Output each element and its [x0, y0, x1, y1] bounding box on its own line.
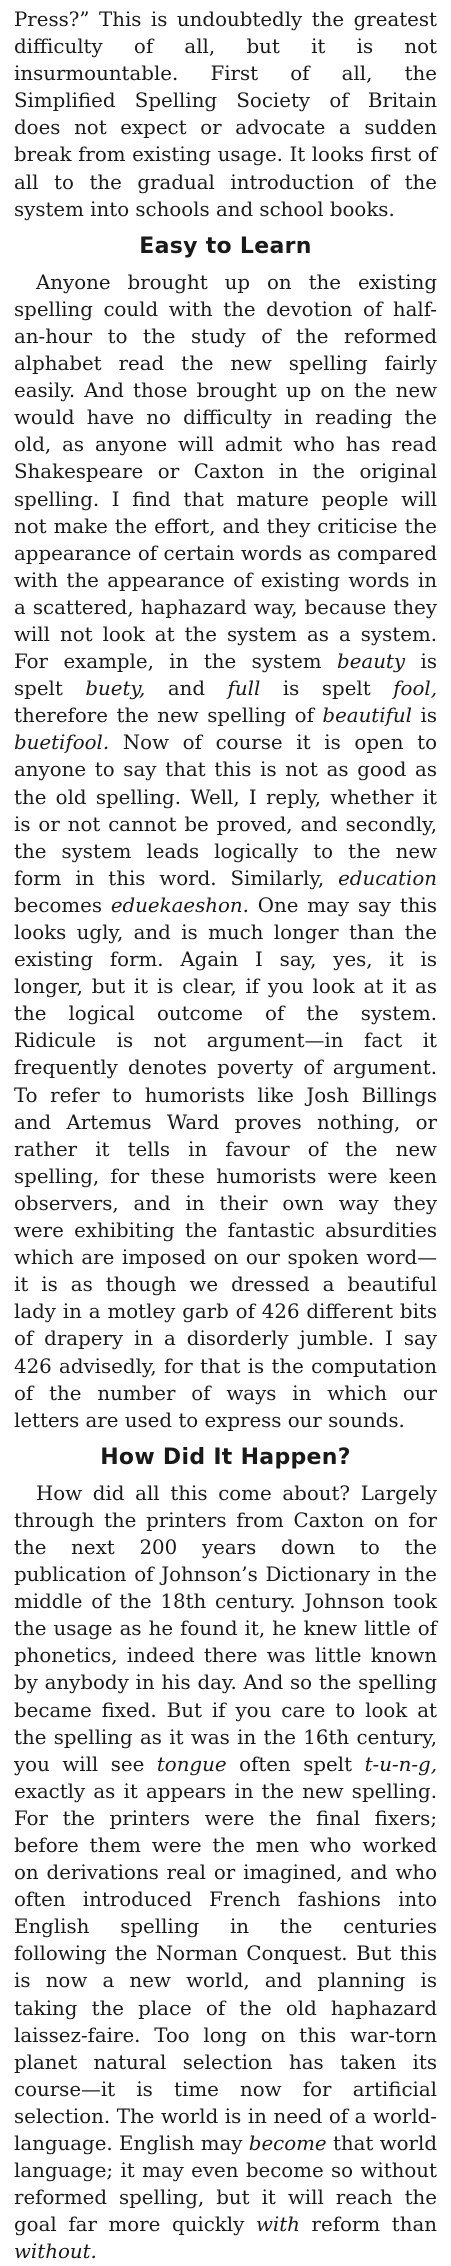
- text-run: often spelt: [226, 1752, 365, 1776]
- italic-text-run: full: [227, 677, 261, 701]
- text-run: Anyone brought up on the existing spelling could with the devotion of half-an-hour to the study of the reformed alphabet read the new spelling fairly easily. And those brought up on the new would have no difficulty in reading the old, as anyone will admit who has read Shakespeare or Caxton in the original spelling. I find that mature people will not make the effort, and they criticise the appearance of certain words as compared with the appearance of existing words in a scattered, haphazard way, because they will not look at the system as a system. For example, in the system: [14, 270, 437, 674]
- italic-text-run: beautiful: [322, 704, 412, 728]
- italic-text-run: with: [255, 2213, 300, 2237]
- italic-text-run: beauty: [337, 650, 406, 674]
- italic-text-run: t-u-n-g,: [364, 1752, 437, 1776]
- italic-text-run: education: [338, 866, 437, 890]
- text-run: therefore the new spelling of: [14, 704, 323, 728]
- italic-text-run: fool,: [393, 677, 437, 701]
- text-run: reform than: [299, 2213, 437, 2237]
- text-run: that world language; it may even become so without reformed spelling, but it will reach the goal far more quickly: [14, 2132, 437, 2237]
- intro-paragraph: [14, 6, 437, 223]
- text-run: exactly as it appears in the new spelling. For the printers were the final fixers; before them were the men who worked on derivations real or imagined, and who often introduced French fashions into English spelling in the centuries following the Norman Conquest. But this is now a new world, and planning is taking the place of the old haphazard laissez-faire. Too long on this war-torn planet natural selection has taken its course—it is time now for artificial selection. The world is in need of a world-language. English may: [14, 1779, 437, 2156]
- italic-text-run: tongue: [156, 1752, 227, 1776]
- italic-text-run: without.: [14, 2240, 97, 2264]
- text-run: Now of course it is open to anyone to say that this is not as good as the old spelling. Well, I reply, whether it is or not cannot be proved, and secondly, the system leads logically to the new form in this word. Similarly,: [14, 731, 437, 890]
- text-run: Press?” This is undoubtedly the greatest difficulty of all, but it is not insurmountable. First of all, the Simplified Spelling Society of Britain does not expect or advocate a sudden break from existing usage. It looks first of all to the gradual introduction of the system into schools and school books.: [14, 8, 437, 221]
- text-run: becomes: [14, 893, 111, 917]
- italic-text-run: buetifool.: [14, 731, 110, 755]
- italic-text-run: become: [248, 2132, 327, 2156]
- easy-to-learn-paragraph: [14, 269, 437, 1434]
- text-run: How did all this come about? Largely through the printers from Caxton on for the next 200 years down to the publication of Johnson’s Dictionary in the middle of the 18th century. Johnson took the usage as he found it, he knew little of phonetics, indeed there was little known by anybody in his day. And so the spelling became fixed. But if you care to look at the spelling as it was in the 16th century, you will see: [14, 1481, 437, 1776]
- text-run: is spelt: [14, 650, 437, 701]
- section-heading-how-did-it-happen: How Did It Happen?: [100, 1444, 351, 1470]
- italic-text-run: buety,: [85, 677, 146, 701]
- text-run: and: [145, 677, 228, 701]
- text-run: is: [411, 704, 437, 728]
- section-heading-easy-to-learn: Easy to Learn: [139, 233, 312, 259]
- text-run: is spelt: [260, 677, 394, 701]
- italic-text-run: eduekaeshon.: [110, 893, 249, 917]
- text-run: One may say this looks ugly, and is much longer than the existing form. Again I say, yes, it is longer, but it is clear, if you look at it as the logical outcome of the system. Ridicule is not argument—in fact it frequently denotes poverty of argument. To refer to humorists like Josh Billings and Artemus Ward proves nothing, or rather it tells in favour of the new spelling, for these humorists were keen observers, and in their own way they were exhibiting the fantastic absurdities which are imposed on our spoken word—it is as though we dressed a beautiful lady in a motley garb of 426 different bits of drapery in a disorderly jumble. I say 426 advisedly, for that is the computation of the number of ways in which our letters are used to express our sounds.: [14, 893, 437, 1432]
- how-did-it-happen-paragraph: [14, 1480, 437, 2266]
